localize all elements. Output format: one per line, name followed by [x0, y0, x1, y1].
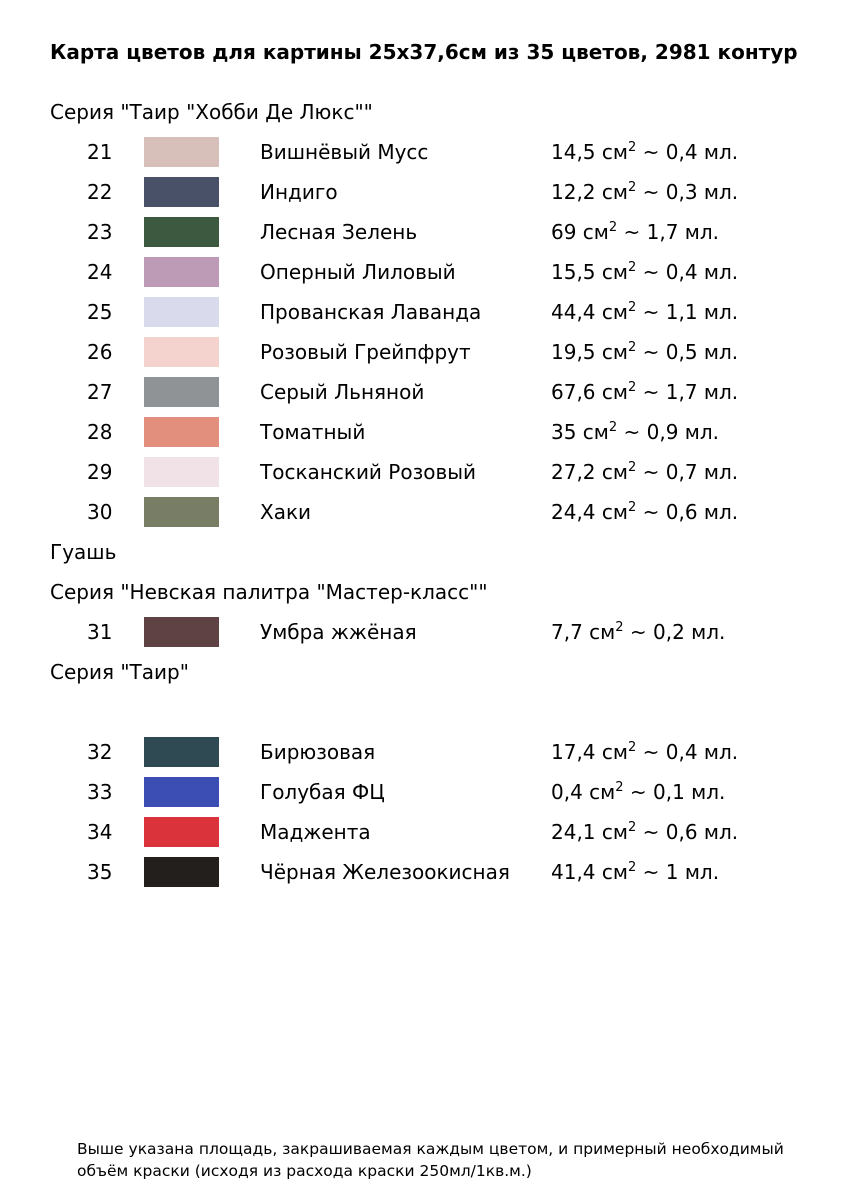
series-heading: Гуашь	[50, 540, 117, 564]
area-value: 7,7 см	[551, 620, 616, 644]
paint-volume: ~ 0,4 мл.	[636, 740, 739, 764]
color-amount	[551, 172, 738, 212]
color-amount	[551, 452, 738, 492]
color-swatch	[144, 617, 219, 647]
area-value: 69 см	[551, 220, 609, 244]
color-amount	[551, 372, 738, 412]
color-number: 35	[87, 860, 113, 884]
area-value: 35 см	[551, 420, 609, 444]
color-amount	[551, 132, 738, 172]
area-value: 24,4 см	[551, 500, 628, 524]
color-number: 24	[87, 260, 113, 284]
paint-volume: ~ 0,6 мл.	[636, 820, 739, 844]
area-unit-exponent: 2	[615, 780, 624, 795]
area-unit-exponent: 2	[627, 260, 637, 275]
series-heading: Серия "Невская палитра "Мастер-класс""	[50, 580, 488, 604]
color-swatch	[144, 457, 219, 487]
paint-volume: ~ 0,1 мл.	[623, 780, 726, 804]
color-name: Оперный Лиловый	[260, 260, 456, 284]
color-row	[50, 292, 830, 332]
color-swatch	[144, 737, 219, 767]
color-amount	[551, 612, 725, 652]
color-amount	[551, 412, 719, 452]
area-value: 17,4 см	[551, 740, 628, 764]
color-number: 30	[87, 500, 113, 524]
page-title: Карта цветов для картины 25х37,6см из 35 цветов, 2981 контур	[50, 40, 798, 64]
color-amount	[551, 212, 719, 252]
color-row	[50, 332, 830, 372]
paint-volume: ~ 1,1 мл.	[636, 300, 739, 324]
paint-volume: ~ 0,4 мл.	[636, 140, 739, 164]
series-heading: Серия "Таир "Хобби Де Люкс""	[50, 100, 373, 124]
color-name: Розовый Грейпфрут	[260, 340, 471, 364]
color-number: 33	[87, 780, 113, 804]
area-value: 14,5 см	[551, 140, 628, 164]
color-name: Лесная Зелень	[260, 220, 418, 244]
area-value: 44,4 см	[551, 300, 628, 324]
color-amount	[551, 332, 738, 372]
color-swatch	[144, 417, 219, 447]
area-unit-exponent: 2	[627, 140, 637, 155]
color-name: Маджента	[260, 820, 371, 844]
area-unit-exponent: 2	[627, 180, 637, 195]
color-row	[50, 372, 830, 412]
color-swatch	[144, 857, 219, 887]
paint-volume: ~ 1,7 мл.	[636, 380, 739, 404]
color-row	[50, 772, 830, 812]
color-swatch	[144, 497, 219, 527]
color-amount	[551, 812, 738, 852]
area-unit-exponent: 2	[615, 620, 624, 635]
color-row	[50, 732, 830, 772]
color-swatch	[144, 377, 219, 407]
area-unit-exponent: 2	[627, 380, 637, 395]
paint-volume: ~ 0,7 мл.	[636, 460, 739, 484]
color-amount	[551, 732, 738, 772]
color-swatch	[144, 337, 219, 367]
color-name: Хаки	[260, 500, 312, 524]
color-number: 23	[87, 220, 113, 244]
area-unit-exponent: 2	[627, 820, 637, 835]
color-name: Голубая ФЦ	[260, 780, 385, 804]
color-name: Чёрная Железоокисная	[260, 860, 510, 884]
paint-volume: ~ 0,9 мл.	[617, 420, 720, 444]
paint-volume: ~ 0,5 мл.	[636, 340, 739, 364]
area-unit-exponent: 2	[627, 860, 637, 875]
color-row	[50, 812, 830, 852]
color-number: 21	[87, 140, 113, 164]
color-row	[50, 252, 830, 292]
paint-volume: ~ 1 мл.	[636, 860, 720, 884]
color-amount	[551, 772, 725, 812]
color-name: Бирюзовая	[260, 740, 376, 764]
color-number: 26	[87, 340, 113, 364]
paint-volume: ~ 0,2 мл.	[623, 620, 726, 644]
color-row	[50, 852, 830, 892]
color-swatch	[144, 137, 219, 167]
paint-volume: ~ 0,4 мл.	[636, 260, 739, 284]
color-row	[50, 492, 830, 532]
color-swatch	[144, 217, 219, 247]
area-value: 24,1 см	[551, 820, 628, 844]
color-number: 28	[87, 420, 113, 444]
series-heading: Серия "Таир"	[50, 660, 189, 684]
color-number: 25	[87, 300, 113, 324]
area-value: 27,2 см	[551, 460, 628, 484]
area-unit-exponent: 2	[627, 460, 637, 475]
color-list	[50, 92, 830, 892]
row-spacer	[50, 692, 830, 732]
area-unit-exponent: 2	[627, 500, 637, 515]
color-name: Вишнёвый Мусс	[260, 140, 429, 164]
area-value: 0,4 см	[551, 780, 616, 804]
color-row	[50, 172, 830, 212]
color-row	[50, 212, 830, 252]
color-swatch	[144, 817, 219, 847]
area-value: 15,5 см	[551, 260, 628, 284]
color-number: 34	[87, 820, 113, 844]
color-row	[50, 452, 830, 492]
color-number: 31	[87, 620, 113, 644]
area-value: 41,4 см	[551, 860, 628, 884]
area-unit-exponent: 2	[608, 420, 618, 435]
color-amount	[551, 492, 738, 532]
area-value: 67,6 см	[551, 380, 628, 404]
color-number: 27	[87, 380, 113, 404]
area-unit-exponent: 2	[627, 300, 637, 315]
color-swatch	[144, 177, 219, 207]
area-unit-exponent: 2	[608, 220, 618, 235]
color-number: 29	[87, 460, 113, 484]
footer-note: Выше указана площадь, закрашиваемая каждым цветом, и примерный необходимый объём краски (исходя из расхода краски 250мл/1кв.м.)	[77, 1140, 784, 1180]
color-swatch	[144, 297, 219, 327]
color-number: 32	[87, 740, 113, 764]
color-amount	[551, 292, 738, 332]
paint-volume: ~ 1,7 мл.	[617, 220, 720, 244]
color-swatch	[144, 257, 219, 287]
area-unit-exponent: 2	[627, 340, 637, 355]
color-name: Прованская Лаванда	[260, 300, 482, 324]
color-amount	[551, 252, 738, 292]
paint-volume: ~ 0,3 мл.	[636, 180, 739, 204]
color-number: 22	[87, 180, 113, 204]
color-row	[50, 412, 830, 452]
color-amount	[551, 852, 719, 892]
color-name: Серый Льняной	[260, 380, 425, 404]
color-row	[50, 612, 830, 652]
color-swatch	[144, 777, 219, 807]
paint-volume: ~ 0,6 мл.	[636, 500, 739, 524]
color-name: Томатный	[260, 420, 366, 444]
color-name: Тосканский Розовый	[260, 460, 477, 484]
area-value: 19,5 см	[551, 340, 628, 364]
area-unit-exponent: 2	[627, 740, 637, 755]
color-name: Умбра жжёная	[260, 620, 417, 644]
area-value: 12,2 см	[551, 180, 628, 204]
color-row	[50, 132, 830, 172]
color-name: Индиго	[260, 180, 338, 204]
